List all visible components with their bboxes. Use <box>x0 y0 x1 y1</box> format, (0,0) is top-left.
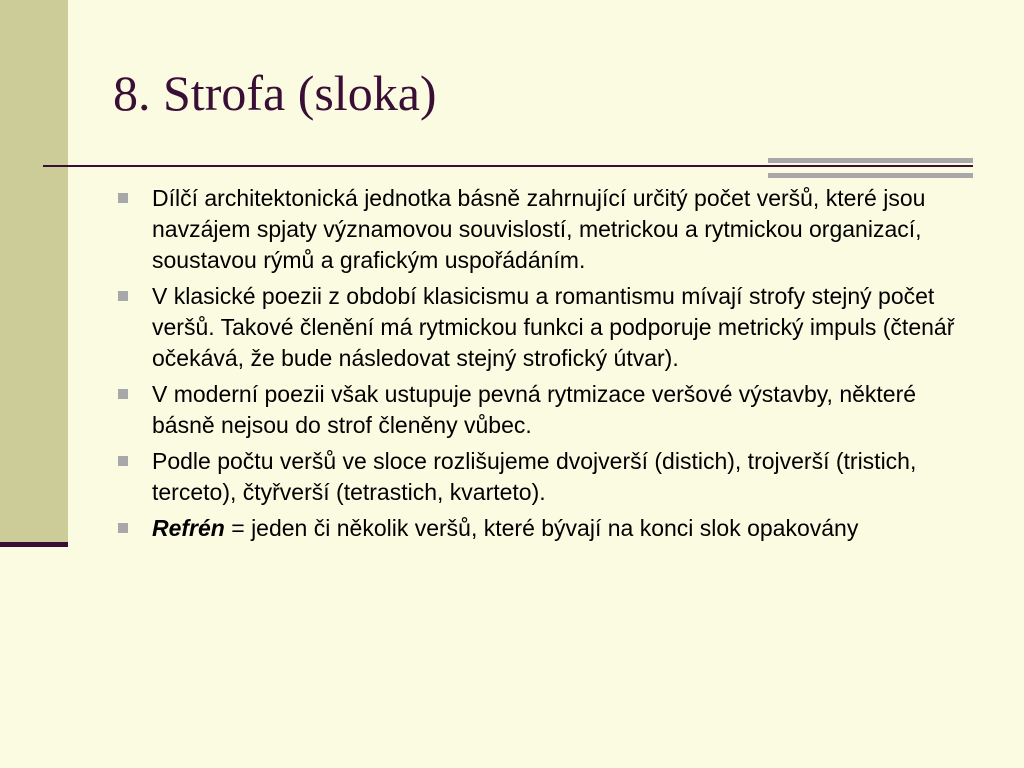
divider-accent-bar-top <box>768 158 973 163</box>
slide-title: 8. Strofa (sloka) <box>113 65 437 121</box>
divider-accent-bar-bottom <box>768 173 973 178</box>
bullet-text: Podle počtu veršů ve sloce rozlišujeme dvojverší (distich), trojverší (tristich, terceto), čtyřverší (tetrastich, kvarteto). <box>152 448 917 505</box>
square-bullet-icon <box>118 193 128 203</box>
bullet-item <box>113 183 973 276</box>
bullet-text: V moderní poezii však ustupuje pevná rytmizace veršové výstavby, některé básně nejsou do strof členěny vůbec. <box>152 381 917 438</box>
bullet-text: Dílčí architektonická jednotka básně zahrnující určitý počet veršů, které jsou navzájem spjaty významovou souvislostí, metrickou a rytmickou organizací, soustavou rýmů a grafickým uspořádáním. <box>152 185 926 273</box>
square-bullet-icon <box>118 291 128 301</box>
square-bullet-icon <box>118 389 128 399</box>
bullet-item <box>113 379 973 441</box>
bullet-item <box>113 281 973 374</box>
title-divider <box>43 165 973 167</box>
left-accent-line <box>0 542 68 547</box>
bullet-item <box>113 446 973 508</box>
bullet-item <box>113 513 973 544</box>
refrain-term: Refrén <box>152 515 225 541</box>
square-bullet-icon <box>118 456 128 466</box>
bullet-text: = jeden či několik veršů, které bývají na konci slok opakovány <box>224 515 859 541</box>
bullet-list <box>113 183 973 549</box>
bullet-text: V klasické poezii z období klasicismu a romantismu mívají strofy stejný počet veršů. Takové členění má rytmickou funkci a podporuje metrický impuls (čtenář očekává, že bude následovat stejný strofický útvar). <box>152 283 955 371</box>
left-decorative-band <box>0 0 68 545</box>
square-bullet-icon <box>118 523 128 533</box>
